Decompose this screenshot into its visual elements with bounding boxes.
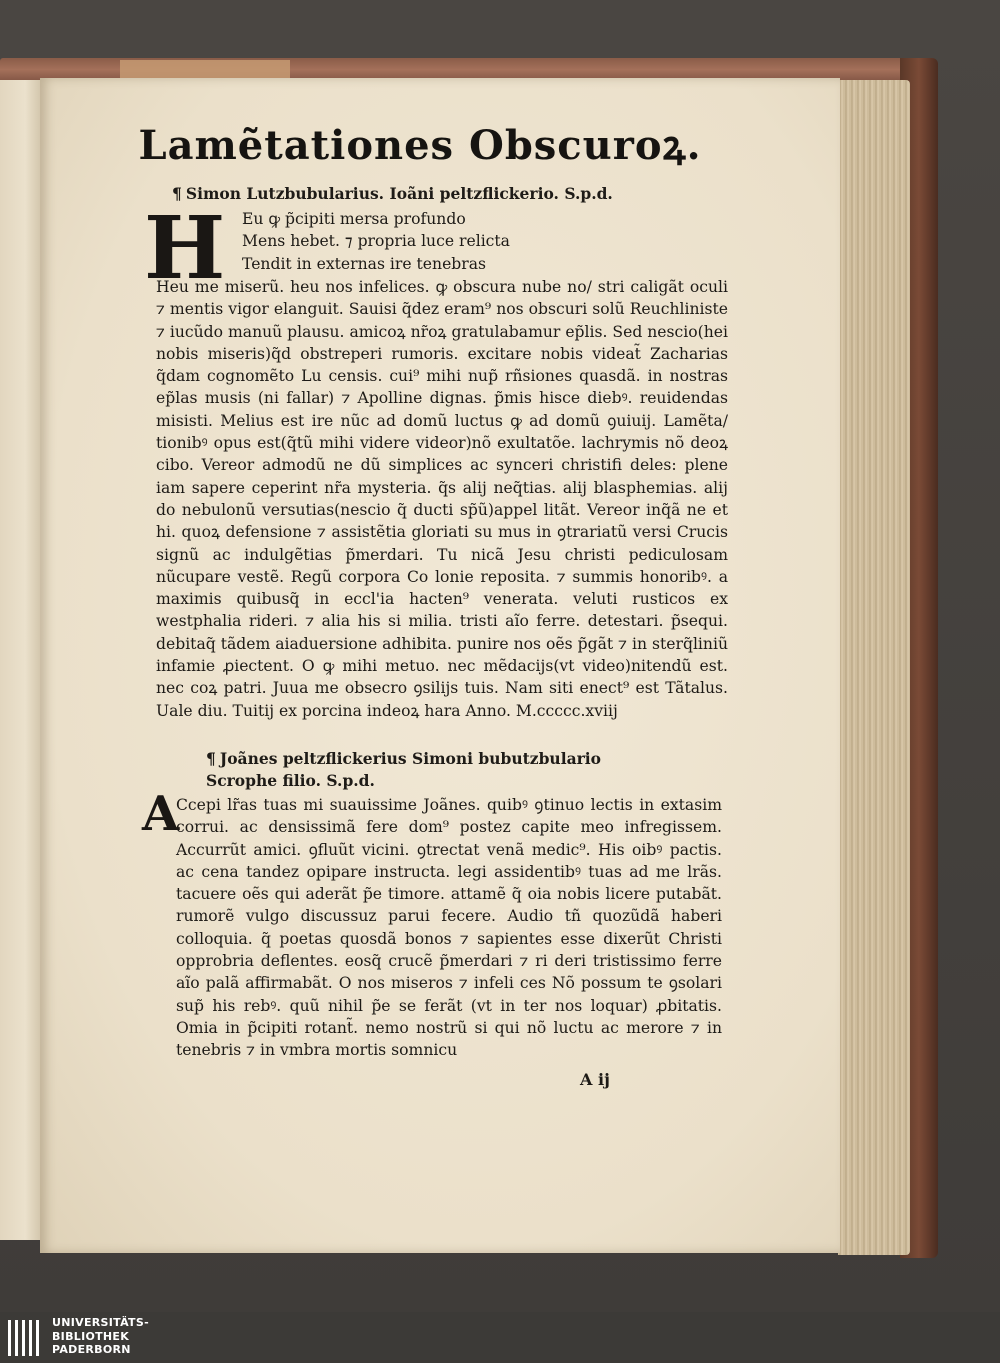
letter-heading-2 bbox=[206, 748, 666, 792]
letter-body-1: Heu me miserũ. heu nos infelices. ꝙ obscura nube no/ stri caligãt oculi ⁊ mentis vigor elanguit. Sauisi q̃dez eram⁹ nos obscuri solũ Reuchliniste ⁊ iucũdo manuũ plausu. amicoꝝ nr̃oꝝ gratulabamur ep̃lis. Sed nescio(hei nobis miseris)q̃d obstreperi rumoris. excitare nobis videat̃ Zacharias q̃dam cognomẽto Lu censis. cui⁹ mihi nup̃ rñsiones quasdã. in nostras ep̃las musis (ni fallar) ⁊ Apolline dignas. p̃mis hisce diebꝰ. reuidendas misisti. Melius est ire nũc ad domũ luctus ꝙ ad domũ ꝯuiuij. Lamẽta/ tionibꝰ opus est(q̃tũ mihi videre videor)nõ exultatõe. lachrymis nõ deoꝝ cibo. Vereor admodũ ne dũ simplices ac synceri christifi deles: plene iam sapere ceperint nr̃a mysteria. q̃s alij neq̃tias. alij blasphemias. alij do nebulonũ versutias(nescio q̃ ducti sp̃ũ)appel litãt. Vereor inq̃ã ne et hi. quoꝝ defensione ⁊ assistẽtia gloriati su mus in ꝯtrariatũ versi Crucis signũ ac indulgẽtias p̃merdari. Tu nicã Jesu christi pediculosam nũcupare vestẽ. Regũ corpora Co lonie reposita. ⁊ summis honoribꝰ. a maximis quibusq̃ in eccl'ia hacten⁹ venerata. veluti rusticos ex westphalia rideri. ⁊ alia his si milia. tristi aĩo ferre. detestari. p̃sequi. debitaq̃ tãdem aiaduersione adhibita. punire nos oẽs p̃gãt ⁊ in sterq̃liniũ infamie ꝓiectent. O ꝙ mihi metuo. nec mẽdacijs(vt video)nitendũ est. nec coꝝ patri. Juua me obsecro ꝯsilijs tuis. Nam siti enect⁹ est Tãtalus. Uale diu. Tuitij ex porcina indeoꝝ hara Anno. M.ccccc.xviij bbox=[156, 278, 728, 720]
logo-line-2: BIBLIOTHEK bbox=[52, 1329, 130, 1343]
left-page bbox=[0, 80, 42, 1240]
logo-line-1: UNIVERSITÄTS- bbox=[52, 1316, 149, 1329]
letter-body-2 bbox=[144, 794, 722, 1062]
decorated-initial-a: A bbox=[142, 786, 180, 842]
footer-bar bbox=[0, 1312, 1000, 1363]
verse-line: Tendit in externas ire tenebras bbox=[242, 254, 487, 273]
library-columns-icon bbox=[6, 1316, 46, 1360]
book-page bbox=[40, 78, 840, 1253]
pilcrow-icon: ¶ bbox=[172, 184, 182, 203]
letter-heading-2-text: Joãnes peltzflickerius Simoni bubutzbulario Scrophe filio. S.p.d. bbox=[206, 749, 602, 790]
page-edges bbox=[838, 80, 910, 1255]
opening-verse bbox=[242, 208, 510, 275]
letter-heading-1-text: Simon Lutzbubularius. Ioãni peltzflickerio. S.p.d. bbox=[185, 184, 613, 203]
letter-body-2-text: Ccepi lr̃as tuas mi suauissime Joãnes. quibꝰ ꝯtinuo lectis in extasim corrui. ac densissimã fere dom⁹ postez capite meo infregissem. Accurrũt amici. ꝯfluũt vicini. ꝯtrectat venã medic⁹. His oibꝰ pactis. ac cena tandez opipare instructa. legi assidentibꝰ tuas ad me lrãs. tacuere oẽs qui aderãt p̃e timore. attamẽ q̃ oia nobis licere putabãt. rumorẽ vulgo discussuz parui fecere. Audio tñ quozũdã haberi colloquia. q̃ poetas quosdã bonos ⁊ sapientes esse dixerũt Christi opprobria deflentes. eosq̃ crucẽ p̃merdari ⁊ ri deri tristissimo ferre aĩo palã affirmabãt. O nos miseros ⁊ infeli ces Nõ possum te ꝯsolari sup̃ his rebꝰ. quũ nihil p̃e se ferãt (vt in ter nos loquar) ꝓbitatis. Omia in p̃cipiti rotant̃. nemo nostrũ si qui nõ luctu ac merore ⁊ in tenebris ⁊ in vmbra mortis somnicu bbox=[176, 796, 722, 1060]
verse-line: Eu ꝙ p̃cipiti mersa profundo bbox=[242, 210, 466, 228]
letter-heading-1 bbox=[172, 184, 613, 203]
logo-line-3: PADERBORN bbox=[52, 1343, 131, 1356]
pilcrow-icon: ¶ bbox=[206, 749, 216, 768]
verse-line: Mens hebet. ⁊ propria luce relicta bbox=[242, 232, 510, 251]
decorated-initial-h: H bbox=[144, 198, 226, 299]
signature-mark: A ij bbox=[580, 1070, 610, 1089]
page-title: Lamẽtationes Obscuroꝝ. bbox=[138, 122, 702, 169]
library-logo-text bbox=[52, 1316, 149, 1357]
